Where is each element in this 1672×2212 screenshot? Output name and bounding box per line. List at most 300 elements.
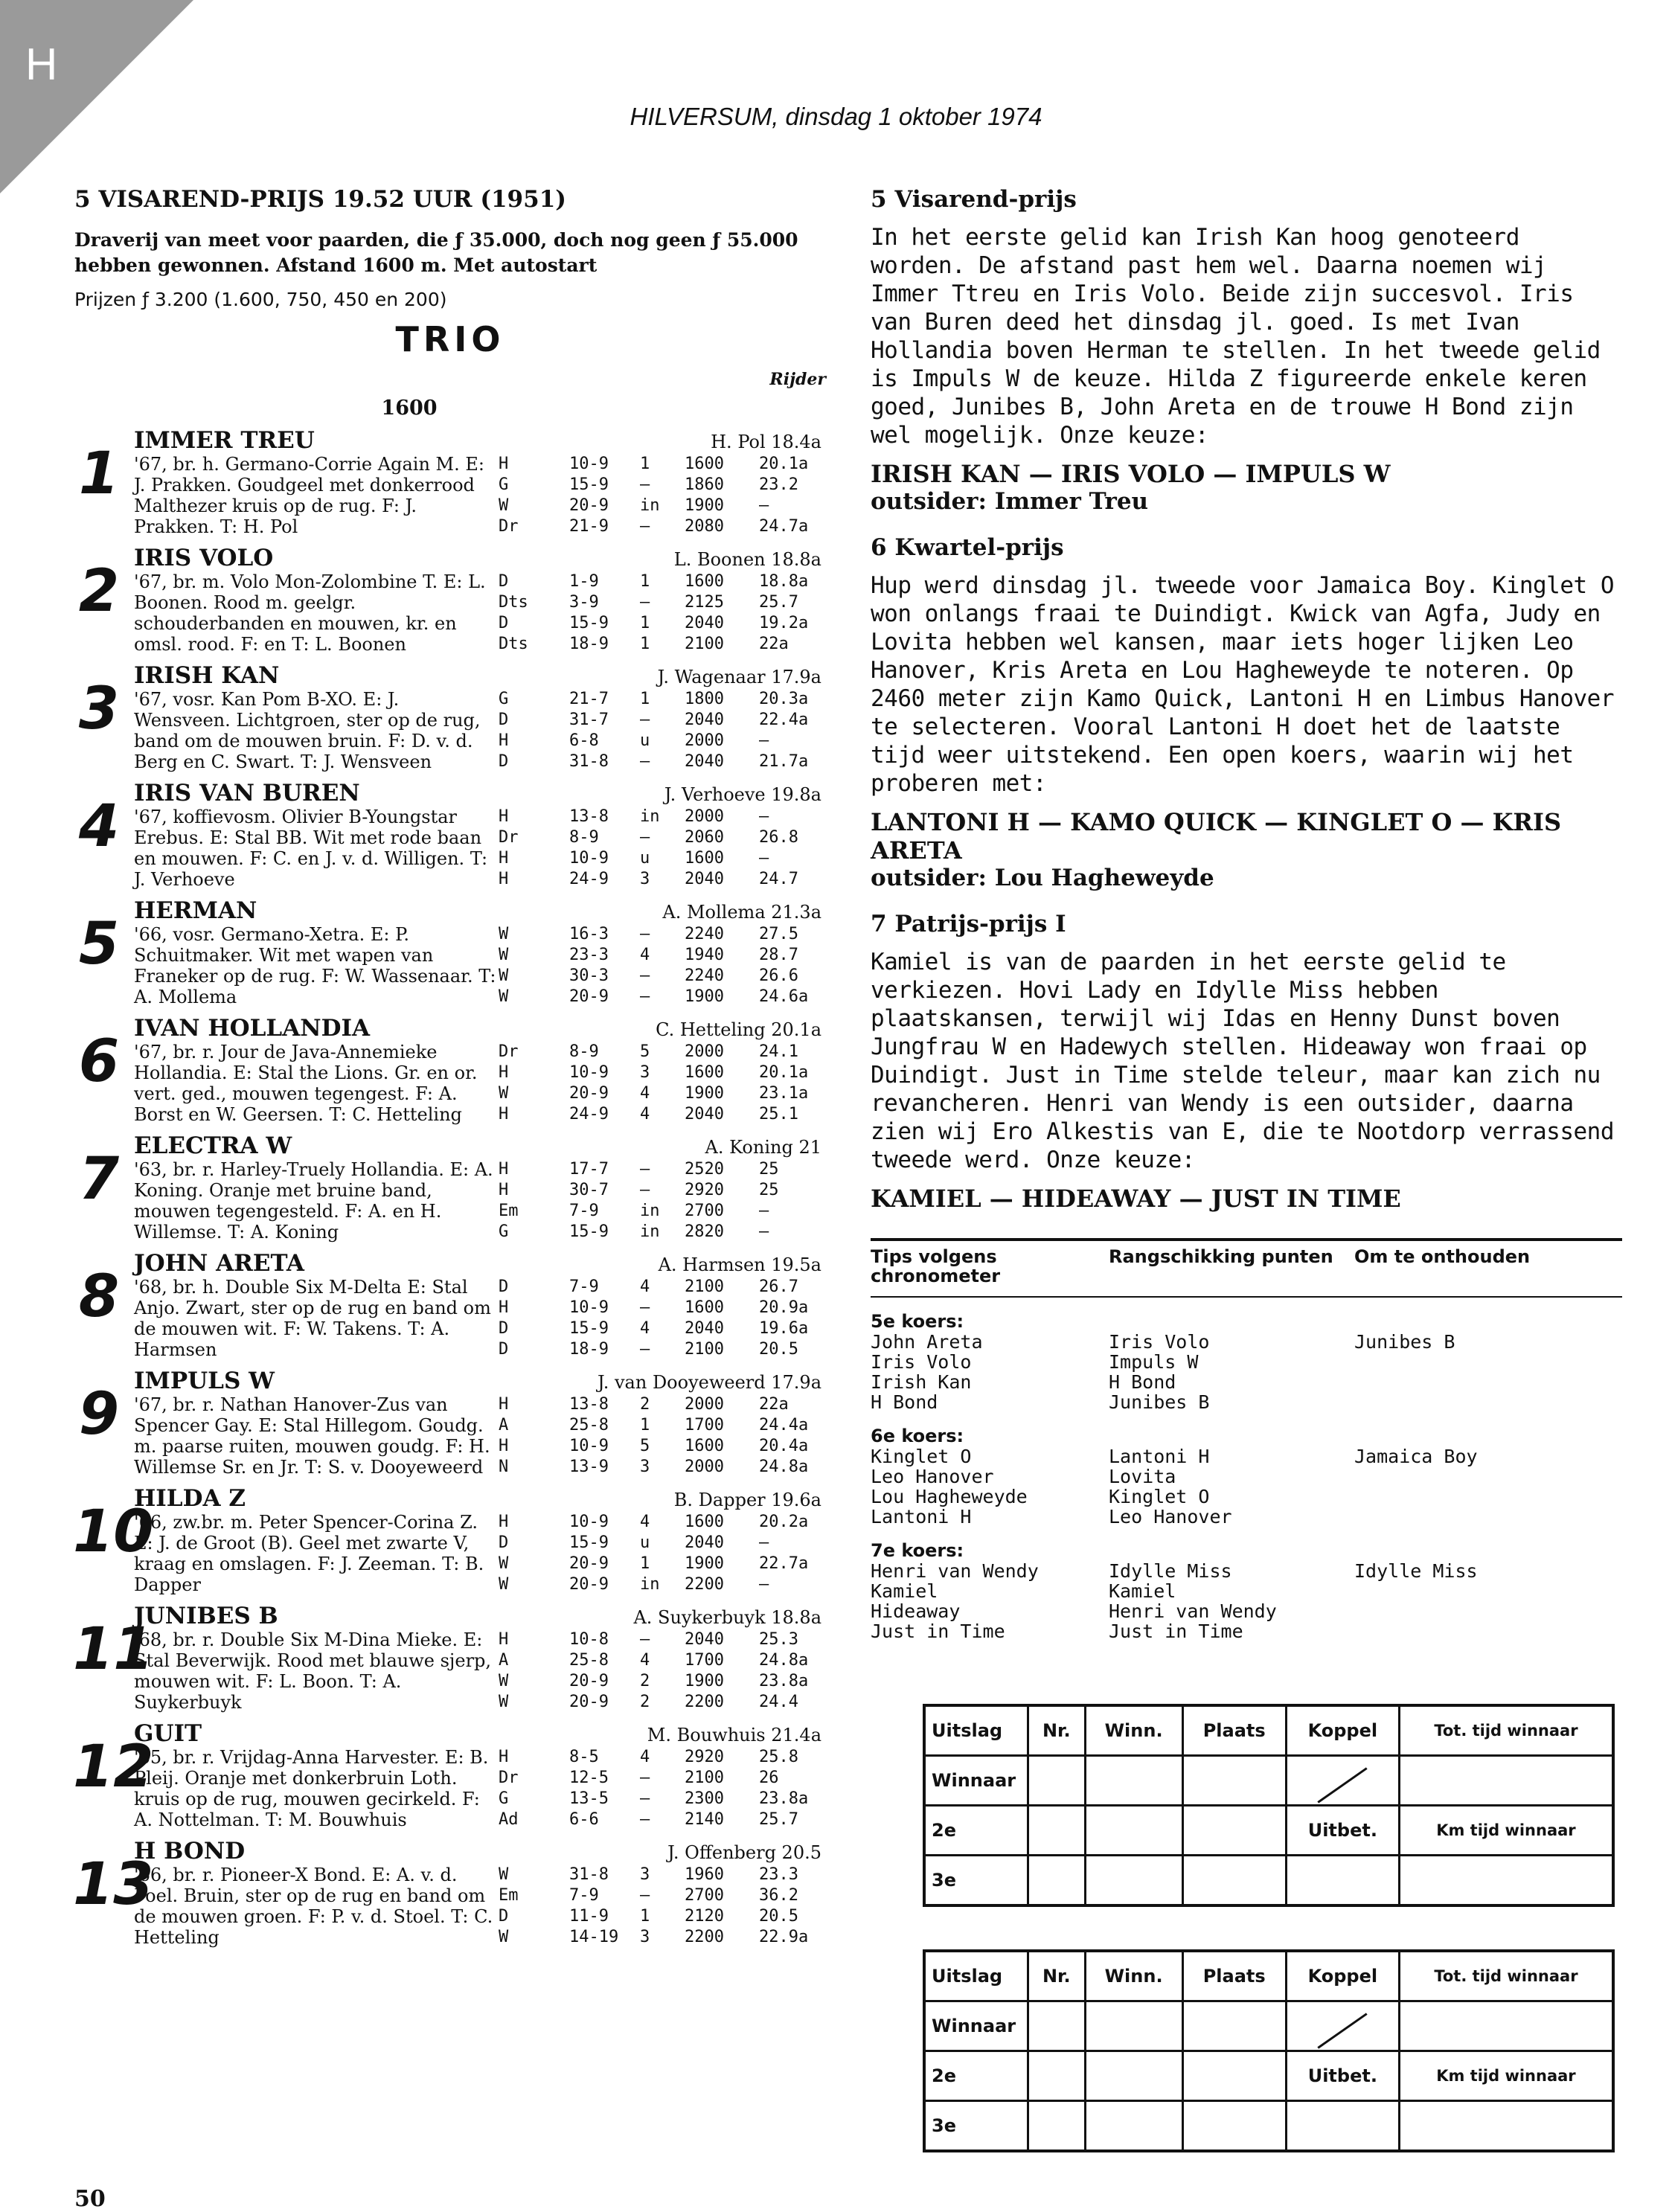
run-row xyxy=(499,1222,826,1243)
horse-number: 3 xyxy=(78,675,120,743)
run-cell: 2000 xyxy=(685,1042,724,1061)
horse-runs xyxy=(499,689,826,772)
run-cell: 2 xyxy=(640,1671,650,1690)
result-nr-label: Nr. xyxy=(1028,1705,1086,1756)
horse-body xyxy=(134,1042,826,1125)
tips-cell: Kinglet O xyxy=(1109,1486,1210,1507)
run-cell: 2300 xyxy=(685,1789,724,1808)
result-uitbet-label: Uitbet. xyxy=(1286,1806,1399,1856)
run-row xyxy=(499,827,826,848)
result-cell[interactable] xyxy=(1085,2001,1182,2051)
run-cell: 17-7 xyxy=(569,1159,609,1179)
run-cell: H xyxy=(499,1104,509,1123)
run-row xyxy=(499,613,826,634)
run-cell: 3 xyxy=(640,1062,650,1082)
result-cell[interactable] xyxy=(1085,2101,1182,2152)
run-cell: 1 xyxy=(640,613,650,632)
run-cell: 1600 xyxy=(685,1298,724,1317)
result-nr-label: Nr. xyxy=(1028,1951,1086,2001)
run-cell: 2200 xyxy=(685,1692,724,1711)
result-2e-label: 2e xyxy=(924,1806,1028,1856)
tips-cell: Idylle Miss xyxy=(1354,1560,1478,1582)
run-cell: G xyxy=(499,1222,509,1241)
horse-header xyxy=(134,545,826,571)
result-cell[interactable] xyxy=(1028,1806,1086,1856)
run-cell: 30-3 xyxy=(569,966,609,985)
run-row xyxy=(499,1554,826,1574)
run-cell: 20.3a xyxy=(759,689,809,708)
run-row xyxy=(499,987,826,1007)
result-form-1 xyxy=(923,1704,1615,1907)
page-number: 50 xyxy=(74,2186,106,2212)
run-cell: 25-8 xyxy=(569,1415,609,1434)
run-cell: 25-8 xyxy=(569,1650,609,1670)
run-cell: 2100 xyxy=(685,1768,724,1787)
run-cell: W xyxy=(499,1865,509,1884)
run-cell: 27.5 xyxy=(759,924,798,943)
tips-row xyxy=(871,1487,1622,1507)
run-cell: 20-9 xyxy=(569,496,609,515)
run-cell: 4 xyxy=(640,945,650,964)
result-cell[interactable] xyxy=(1028,2101,1086,2152)
run-row xyxy=(499,454,826,475)
result-koppel-label: Koppel xyxy=(1286,1951,1399,2001)
result-cell[interactable] xyxy=(1028,1756,1086,1806)
run-cell: 20-9 xyxy=(569,1083,609,1103)
tips-cell: Jamaica Boy xyxy=(1354,1446,1478,1467)
run-cell: 24.4a xyxy=(759,1415,809,1434)
result-cell[interactable] xyxy=(1028,2051,1086,2101)
run-cell: 26.7 xyxy=(759,1277,798,1296)
horse-description: '66, br. r. Pioneer-X Bond. E: A. v. d. Poel. Bruin, ster op de rug en band om de mouwen groen. F: P. v. d. Stoel. T: C. Hetteling xyxy=(134,1864,493,1948)
run-cell: N xyxy=(499,1457,509,1476)
horse-driver: J. Verhoeve 19.8a xyxy=(664,783,821,805)
run-cell: W xyxy=(499,1083,509,1103)
horse-name: IVAN HOLLANDIA xyxy=(134,1014,371,1042)
result-km-tijd-label: Km tijd winnaar xyxy=(1399,2051,1613,2101)
run-cell: 1700 xyxy=(685,1415,724,1434)
tips-groups xyxy=(871,1311,1622,1641)
tips-header-chronometer: Tips volgens chronometer xyxy=(871,1246,1001,1286)
tips-row xyxy=(871,1621,1622,1641)
preview-title: 5 Visarend-prijs xyxy=(871,186,1077,213)
run-cell: 25 xyxy=(759,1159,779,1179)
run-cell: 1-9 xyxy=(569,571,599,591)
result-winnaar-label: Winnaar xyxy=(924,2001,1028,2051)
result-winn-label: Winn. xyxy=(1085,1951,1182,2001)
horse-runs xyxy=(499,1512,826,1595)
horse-number: 8 xyxy=(78,1263,120,1330)
run-cell: 18-9 xyxy=(569,1339,609,1359)
tips-cell: Junibes B xyxy=(1109,1391,1210,1413)
run-cell: 4 xyxy=(640,1318,650,1338)
run-cell: 13-9 xyxy=(569,1457,609,1476)
run-cell: W xyxy=(499,945,509,964)
run-cell: 4 xyxy=(640,1104,650,1123)
run-cell: H xyxy=(499,1747,509,1766)
result-cell[interactable] xyxy=(1399,1756,1613,1806)
run-row xyxy=(499,1394,826,1415)
horse-name: ELECTRA W xyxy=(134,1132,292,1159)
run-cell: W xyxy=(499,1671,509,1690)
run-cell: 2080 xyxy=(685,516,724,536)
run-cell: 4 xyxy=(640,1650,650,1670)
run-cell: 18-9 xyxy=(569,634,609,653)
run-cell: 3 xyxy=(640,1457,650,1476)
run-cell: — xyxy=(759,848,769,868)
horse-number: 9 xyxy=(78,1380,120,1448)
run-row xyxy=(499,1512,826,1533)
run-row xyxy=(499,1927,826,1948)
run-cell: D xyxy=(499,1339,509,1359)
run-cell: 2700 xyxy=(685,1201,724,1220)
run-row xyxy=(499,689,826,710)
horse-name: JOHN ARETA xyxy=(134,1249,304,1277)
horse-number: 10 xyxy=(73,1498,154,1565)
race-distance: 1600 xyxy=(381,396,438,420)
run-cell: — xyxy=(640,1339,650,1359)
run-cell: 22a xyxy=(759,1394,789,1414)
run-cell: — xyxy=(640,1629,650,1649)
run-cell: 2200 xyxy=(685,1927,724,1946)
horse-name: H BOND xyxy=(134,1837,246,1865)
result-form-2 xyxy=(923,1949,1615,2152)
run-cell: — xyxy=(759,1222,769,1241)
result-cell[interactable] xyxy=(1085,1756,1182,1806)
run-row xyxy=(499,1298,826,1318)
result-cell[interactable] xyxy=(1399,2101,1613,2152)
run-cell: 1600 xyxy=(685,571,724,591)
result-cell[interactable] xyxy=(1085,1856,1182,1906)
run-cell: 24.8a xyxy=(759,1650,809,1670)
run-cell: 1600 xyxy=(685,1436,724,1455)
run-row xyxy=(499,1865,826,1885)
run-cell: 1 xyxy=(640,1554,650,1573)
run-cell: H xyxy=(499,1512,509,1531)
result-cell[interactable] xyxy=(1182,1806,1286,1856)
horse-header xyxy=(134,1485,826,1512)
horse-name: IRISH KAN xyxy=(134,661,280,689)
tips-cell: Irish Kan xyxy=(871,1371,972,1393)
result-cell[interactable] xyxy=(1182,2101,1286,2152)
horse-driver: A. Mollema 21.3a xyxy=(662,901,821,923)
run-cell: 2120 xyxy=(685,1906,724,1926)
run-row xyxy=(499,869,826,890)
tips-koers-label: 6e koers: xyxy=(871,1426,964,1446)
run-row xyxy=(499,1180,826,1201)
run-cell: 2 xyxy=(640,1394,650,1414)
run-cell: A xyxy=(499,1650,509,1670)
run-cell: in xyxy=(640,1222,660,1241)
page-header: HILVERSUM, dinsdag 1 oktober 1974 xyxy=(630,103,1042,130)
horse-description: '68, br. r. Double Six M-Dina Mieke. E: Stal Beverwijk. Rood met blauwe sjerp, mouwen wit. F: L. Boon. T: A. Suykerbuyk xyxy=(134,1629,492,1713)
tips-cell: Kamiel xyxy=(1109,1580,1176,1602)
tips-cell: Just in Time xyxy=(871,1620,1005,1642)
horse-body xyxy=(134,1865,826,1948)
run-cell: 25.8 xyxy=(759,1747,798,1766)
run-cell: 24.7 xyxy=(759,869,798,888)
run-cell: 13-5 xyxy=(569,1789,609,1808)
run-row xyxy=(499,634,826,655)
preview-pick: LANTONI H — KAMO QUICK — KINGLET O — KRIS ARETA xyxy=(871,808,1562,865)
result-cell[interactable] xyxy=(1182,1756,1286,1806)
run-cell: 20.5 xyxy=(759,1339,798,1359)
tips-row xyxy=(871,1352,1622,1372)
run-cell: 1800 xyxy=(685,689,724,708)
run-cell: 2125 xyxy=(685,592,724,612)
tips-koers-label: 5e koers: xyxy=(871,1311,964,1332)
result-cell[interactable] xyxy=(1085,1806,1182,1856)
run-cell: 20.1a xyxy=(759,1062,809,1082)
horse-runs xyxy=(499,1159,826,1243)
corner-letter: H xyxy=(25,39,58,89)
horse-description: '67, br. r. Jour de Java-Annemieke Hollandia. E: Stal the Lions. Gr. en or. vert. ged., mouwen tegengest. F: A. Borst en W. Geersen. T: C. Hetteling xyxy=(134,1041,478,1125)
run-cell: W xyxy=(499,1574,509,1594)
run-cell: 24.8a xyxy=(759,1457,809,1476)
horse-header xyxy=(134,1720,826,1747)
run-cell: — xyxy=(640,1768,650,1787)
run-cell: 36.2 xyxy=(759,1885,798,1905)
run-cell: 23.3 xyxy=(759,1865,798,1884)
run-cell: 2520 xyxy=(685,1159,724,1179)
run-cell: 1940 xyxy=(685,945,724,964)
horse-number: 11 xyxy=(73,1615,154,1683)
run-cell: 1600 xyxy=(685,454,724,473)
run-cell: 4 xyxy=(640,1083,650,1103)
result-cell[interactable] xyxy=(1399,2001,1613,2051)
run-cell: 2920 xyxy=(685,1180,724,1199)
run-cell: 2060 xyxy=(685,827,724,847)
horse-description: '67, vosr. Kan Pom B-XO. E: J. Wensveen. Lichtgroen, ster op de rug, band om de mouwen bruin. F: D. v. d. Berg en C. Swart. T: J. Wensveen xyxy=(134,688,481,772)
horse-driver: C. Hetteling 20.1a xyxy=(656,1019,821,1040)
horse-body xyxy=(134,1629,826,1713)
horse-name: IMMER TREU xyxy=(134,426,315,454)
result-cell[interactable] xyxy=(1286,1856,1399,1906)
run-cell: 20.9a xyxy=(759,1298,809,1317)
run-cell: 24.4 xyxy=(759,1692,798,1711)
run-cell: 2040 xyxy=(685,751,724,771)
result-cell[interactable] xyxy=(1182,2051,1286,2101)
run-cell: 2000 xyxy=(685,1457,724,1476)
tips-koers-label: 7e koers: xyxy=(871,1540,964,1561)
run-cell: 22a xyxy=(759,634,789,653)
horse-runs xyxy=(499,924,826,1007)
run-row xyxy=(499,1629,826,1650)
run-cell: D xyxy=(499,1277,509,1296)
horse-entry xyxy=(74,1250,826,1360)
run-cell: Dr xyxy=(499,516,519,536)
result-tot-tijd-label: Tot. tijd winnaar xyxy=(1399,1951,1613,2001)
run-cell: in xyxy=(640,1201,660,1220)
run-cell: 2040 xyxy=(685,613,724,632)
run-cell: 26 xyxy=(759,1768,779,1787)
run-cell: 10-9 xyxy=(569,1298,609,1317)
tips-cell xyxy=(1354,1487,1592,1507)
run-cell: 1900 xyxy=(685,987,724,1006)
horse-number: 5 xyxy=(78,910,120,978)
run-row xyxy=(499,1768,826,1789)
horse-header xyxy=(134,1838,826,1865)
result-cell[interactable] xyxy=(1028,1856,1086,1906)
run-row xyxy=(499,1885,826,1906)
run-row xyxy=(499,1104,826,1125)
tips-cell: Junibes B xyxy=(1354,1331,1455,1353)
run-cell: 2040 xyxy=(685,710,724,729)
result-uitbet-label: Uitbet. xyxy=(1286,2051,1399,2101)
run-cell: 1600 xyxy=(685,848,724,868)
horse-entry xyxy=(74,1485,826,1595)
run-cell: 5 xyxy=(640,1436,650,1455)
tips-row xyxy=(871,1466,1622,1487)
horse-body xyxy=(134,807,826,890)
horse-list xyxy=(74,427,826,1948)
result-slash-cell xyxy=(1286,1756,1399,1806)
tips-row xyxy=(871,1581,1622,1601)
run-cell: 2040 xyxy=(685,1533,724,1552)
run-cell: 20.1a xyxy=(759,454,809,473)
horse-number: 1 xyxy=(78,440,120,507)
horse-header xyxy=(134,1603,826,1629)
run-cell: 25.1 xyxy=(759,1104,798,1123)
run-cell: 1 xyxy=(640,454,650,473)
run-cell: — xyxy=(759,496,769,515)
tips-header-onthouden: Om te onthouden xyxy=(1354,1246,1531,1267)
horse-name: JUNIBES B xyxy=(134,1602,278,1629)
run-cell: 2040 xyxy=(685,1104,724,1123)
run-cell: Dts xyxy=(499,634,528,653)
run-cell: 7-9 xyxy=(569,1201,599,1220)
run-row xyxy=(499,1789,826,1809)
run-cell: H xyxy=(499,1298,509,1317)
tips-cell: Leo Hanover xyxy=(1109,1506,1232,1527)
run-cell: u xyxy=(640,1533,650,1552)
tips-cell: Kinglet O xyxy=(871,1446,972,1467)
horse-name: IMPULS W xyxy=(134,1367,275,1394)
run-cell: 15-9 xyxy=(569,1222,609,1241)
run-cell: 2240 xyxy=(685,924,724,943)
run-cell: D xyxy=(499,1533,509,1552)
run-cell: 20-9 xyxy=(569,1692,609,1711)
run-cell: H xyxy=(499,869,509,888)
run-row xyxy=(499,1650,826,1671)
run-cell: — xyxy=(640,1885,650,1905)
run-cell: — xyxy=(640,827,650,847)
run-cell: H xyxy=(499,454,509,473)
run-cell: W xyxy=(499,1927,509,1946)
run-row xyxy=(499,1277,826,1298)
horse-number: 2 xyxy=(78,557,120,625)
run-cell: 26.8 xyxy=(759,827,798,847)
tips-table xyxy=(871,1238,1622,1641)
horse-runs xyxy=(499,1042,826,1125)
run-cell: H xyxy=(499,1394,509,1414)
result-plaats-label: Plaats xyxy=(1182,1951,1286,2001)
run-cell: 24.7a xyxy=(759,516,809,536)
run-cell: u xyxy=(640,731,650,750)
run-cell: 5 xyxy=(640,1042,650,1061)
tips-cell xyxy=(1354,1466,1592,1487)
run-cell: A xyxy=(499,1415,509,1434)
run-cell: 20.2a xyxy=(759,1512,809,1531)
run-cell: 15-9 xyxy=(569,1533,609,1552)
horse-body xyxy=(134,1512,826,1595)
run-cell: 1 xyxy=(640,689,650,708)
run-row xyxy=(499,475,826,496)
horse-name: HERMAN xyxy=(134,897,257,924)
horse-body xyxy=(134,1159,826,1243)
horse-body xyxy=(134,924,826,1007)
run-row xyxy=(499,945,826,966)
result-uitslag-label: Uitslag xyxy=(924,1705,1028,1756)
horse-description: '68, br. h. Double Six M-Delta E: Stal Anjo. Zwart, ster op de rug en band om de mouwen wit. F: W. Takens. T: A. Harmsen xyxy=(134,1276,491,1360)
horse-header xyxy=(134,897,826,924)
tips-cell xyxy=(1354,1507,1592,1527)
race-prizes: Prijzen ƒ 3.200 (1.600, 750, 450 en 200) xyxy=(74,288,447,310)
run-row xyxy=(499,1062,826,1083)
run-cell: D xyxy=(499,1318,509,1338)
horse-runs xyxy=(499,807,826,890)
horse-name: IRIS VAN BUREN xyxy=(134,779,360,807)
run-row xyxy=(499,1339,826,1360)
run-row xyxy=(499,1436,826,1457)
run-cell: D xyxy=(499,571,509,591)
run-cell: 6-6 xyxy=(569,1809,599,1829)
result-plaats-label: Plaats xyxy=(1182,1705,1286,1756)
result-cell[interactable] xyxy=(1085,2051,1182,2101)
run-row xyxy=(499,710,826,731)
run-cell: 20-9 xyxy=(569,1671,609,1690)
horse-driver: B. Dapper 19.6a xyxy=(673,1489,821,1510)
run-cell: 1 xyxy=(640,634,650,653)
horse-runs xyxy=(499,1394,826,1478)
horse-description: '67, br. h. Germano-Corrie Again M. E: J. Prakken. Goudgeel met donkerrood Malthezer kruis op de rug. F: J. Prakken. T: H. Pol xyxy=(134,453,484,537)
run-cell: — xyxy=(759,731,769,750)
run-cell: 2000 xyxy=(685,807,724,826)
run-cell: 4 xyxy=(640,1747,650,1766)
horse-driver: J. Offenberg 20.5 xyxy=(667,1841,821,1863)
run-row xyxy=(499,1671,826,1692)
slash-mark xyxy=(1318,1767,1368,1803)
horse-description: '63, br. r. Harley-Truely Hollandia. E: A. Koning. Oranje met bruine band, mouwen tegengesteld. F: A. en H. Willemse. T: A. Koning xyxy=(134,1158,493,1243)
run-cell: in xyxy=(640,1574,660,1594)
result-cell[interactable] xyxy=(1399,1856,1613,1906)
horse-runs xyxy=(499,454,826,537)
preview-text: Hup werd dinsdag jl. tweede voor Jamaica Boy. Kinglet O won onlangs fraai te Duindigt. Kwick van Agfa, Judy en Lovita hebben wel kansen, maar iets hoger lijken Leo Hanover, Kris Areta en Lou Hagheweyde te noteren. Op 2460 meter zijn Kamo Quick, Lantoni H en Limbus Hanover te selecteren. Vooral Lantoni H doet het de laatste tijd weer uitstekend. Een open koers, waarin wij het proberen met: xyxy=(871,572,1614,797)
result-cell[interactable] xyxy=(1182,2001,1286,2051)
run-cell: 25 xyxy=(759,1180,779,1199)
run-cell: Dr xyxy=(499,827,519,847)
run-row xyxy=(499,1083,826,1104)
run-cell: 6-8 xyxy=(569,731,599,750)
run-cell: 25.7 xyxy=(759,592,798,612)
tips-cell xyxy=(1354,1601,1592,1621)
result-cell[interactable] xyxy=(1182,1856,1286,1906)
run-cell: Dr xyxy=(499,1042,519,1061)
result-cell[interactable] xyxy=(1028,2001,1086,2051)
result-koppel-label: Koppel xyxy=(1286,1705,1399,1756)
run-cell: 24.1 xyxy=(759,1042,798,1061)
run-cell: 31-7 xyxy=(569,710,609,729)
run-cell: 10-8 xyxy=(569,1629,609,1649)
run-cell: G xyxy=(499,689,509,708)
run-cell: 2000 xyxy=(685,1394,724,1414)
horse-name: HILDA Z xyxy=(134,1484,246,1512)
result-cell[interactable] xyxy=(1286,2101,1399,2152)
run-cell: 2040 xyxy=(685,869,724,888)
tips-row xyxy=(871,1561,1622,1581)
run-cell: 1860 xyxy=(685,475,724,494)
run-cell: 31-8 xyxy=(569,1865,609,1884)
